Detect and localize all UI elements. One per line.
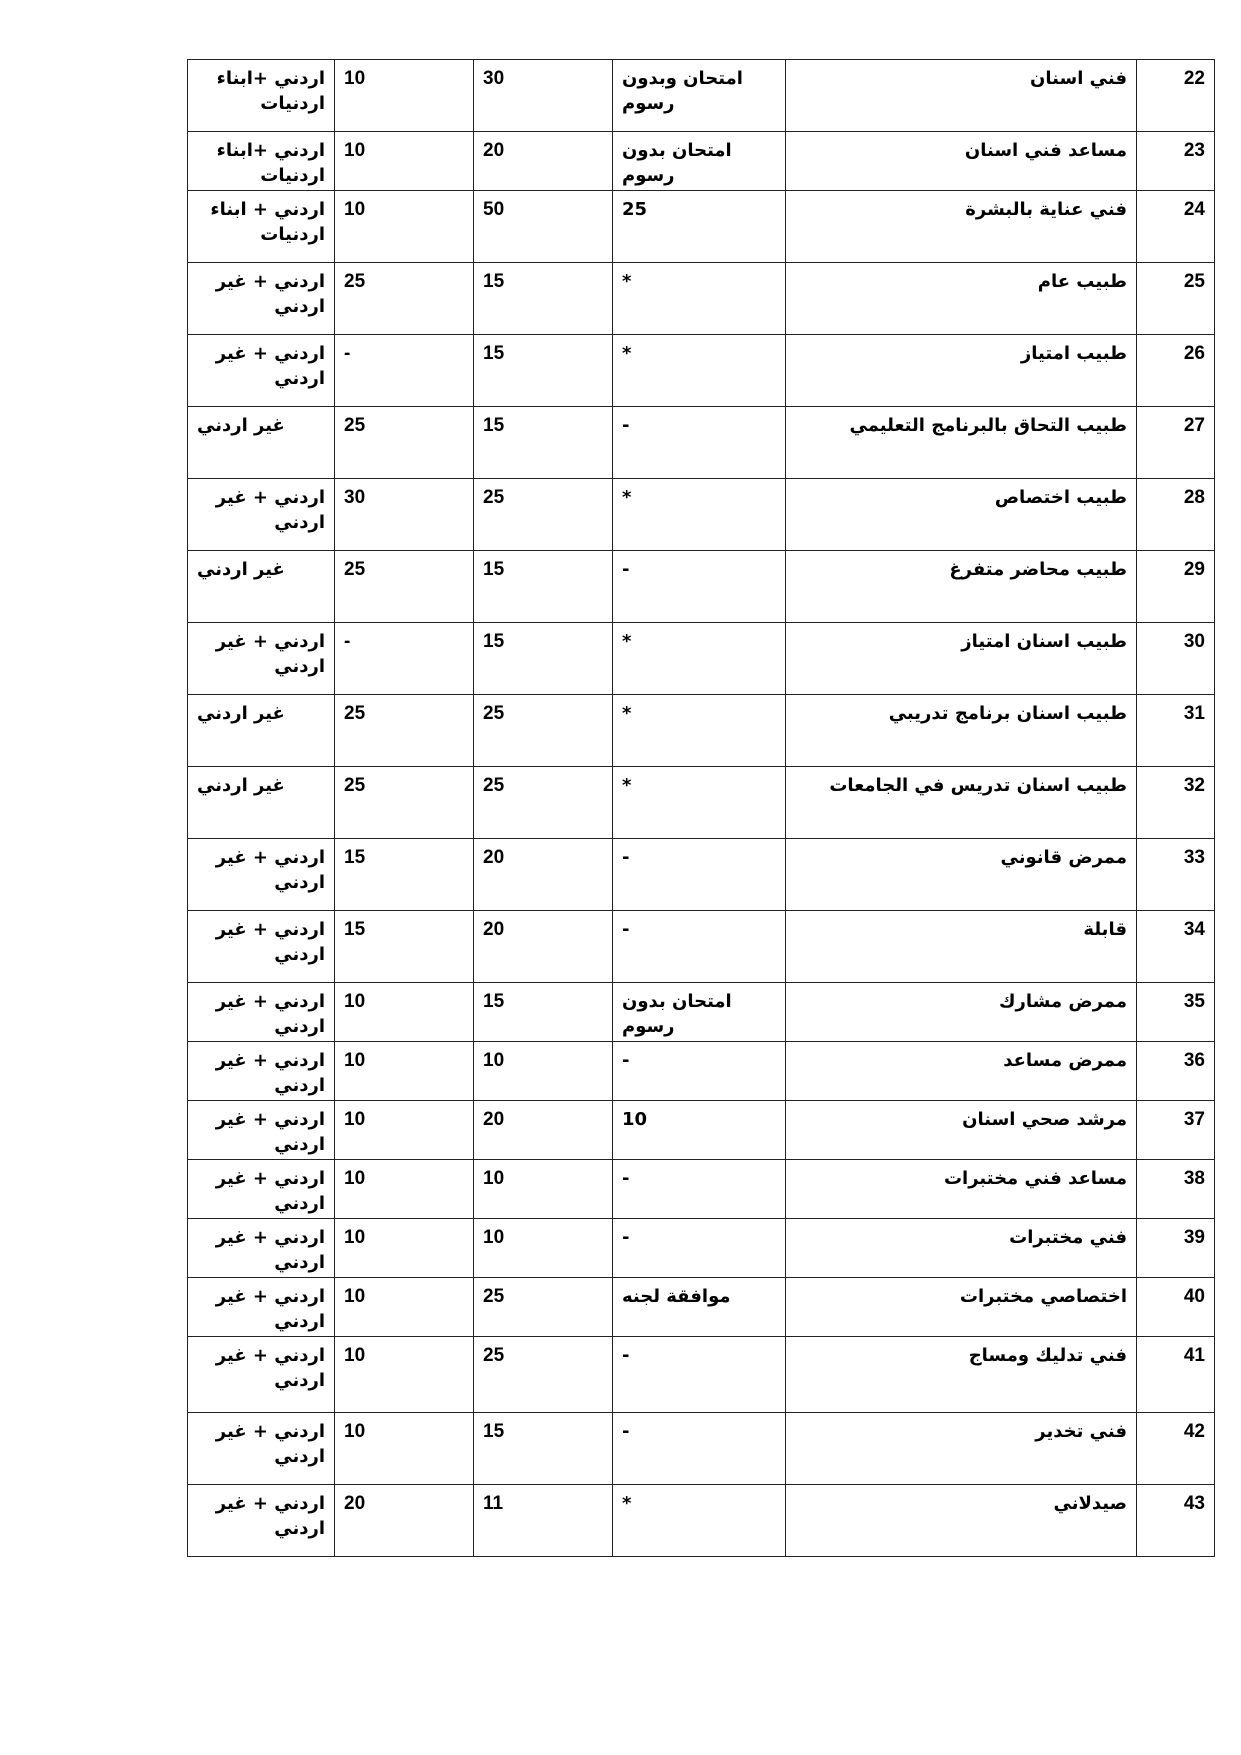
- profession-name-cell: [786, 263, 1137, 335]
- value-column-1-cell: [474, 1337, 613, 1413]
- value-column-1: 15: [483, 559, 505, 580]
- nationality-cell: [188, 767, 335, 839]
- nationality: اردني + غير اردني: [215, 991, 325, 1037]
- exam-requirement: موافقة لجنه: [622, 1286, 731, 1307]
- row-number-cell: [1137, 551, 1215, 623]
- nationality-cell: [188, 623, 335, 695]
- profession-name-cell: [786, 335, 1137, 407]
- row-number: 28: [1183, 487, 1205, 508]
- nationality: اردني + غير اردني: [215, 1050, 325, 1096]
- row-number-cell: [1137, 911, 1215, 983]
- profession-name: طبيب التحاق بالبرنامج التعليمي: [849, 415, 1127, 436]
- profession-name-cell: [786, 1278, 1137, 1337]
- nationality: اردني + غير اردني: [215, 487, 325, 533]
- table-row: [188, 335, 1215, 407]
- value-column-1: 11: [483, 1493, 504, 1514]
- nationality-cell: [188, 407, 335, 479]
- value-column-2-cell: [335, 1101, 474, 1160]
- exam-requirement-cell: [613, 191, 786, 263]
- nationality: اردني + غير اردني: [215, 1286, 325, 1332]
- row-number-cell: [1137, 767, 1215, 839]
- profession-name: صيدلاني: [1053, 1493, 1127, 1514]
- row-number: 38: [1183, 1168, 1205, 1189]
- exam-requirement: امتحان بدون رسوم: [622, 991, 732, 1037]
- value-column-2: -: [344, 631, 351, 652]
- nationality: اردني + غير اردني: [215, 919, 325, 965]
- exam-requirement-cell: [613, 407, 786, 479]
- table-row: [188, 191, 1215, 263]
- nationality: اردني +ابناء اردنيات: [216, 140, 325, 186]
- nationality: غير اردني: [197, 415, 285, 436]
- value-column-2: 10: [344, 1050, 366, 1071]
- profession-name: مساعد فني اسنان: [964, 140, 1127, 161]
- value-column-1-cell: [474, 132, 613, 191]
- exam-requirement: امتحان بدون رسوم: [622, 140, 732, 186]
- nationality: اردني + غير اردني: [215, 631, 325, 677]
- value-column-1-cell: [474, 335, 613, 407]
- value-column-1-cell: [474, 1160, 613, 1219]
- profession-name-cell: [786, 1485, 1137, 1557]
- nationality: اردني +ابناء اردنيات: [216, 68, 325, 114]
- exam-requirement: امتحان وبدون رسوم: [622, 68, 743, 114]
- value-column-2: 15: [344, 847, 366, 868]
- value-column-2-cell: [335, 911, 474, 983]
- value-column-1: 50: [483, 199, 505, 220]
- nationality: اردني + غير اردني: [215, 271, 325, 317]
- exam-requirement-cell: [613, 60, 786, 132]
- profession-name-cell: [786, 551, 1137, 623]
- row-number-cell: [1137, 623, 1215, 695]
- exam-requirement: *: [622, 703, 632, 724]
- value-column-2-cell: [335, 767, 474, 839]
- value-column-2: 10: [344, 140, 366, 161]
- exam-requirement: -: [622, 415, 630, 436]
- profession-name-cell: [786, 767, 1137, 839]
- nationality: اردني + غير اردني: [215, 1493, 325, 1539]
- value-column-2: 10: [344, 1286, 366, 1307]
- value-column-2-cell: [335, 479, 474, 551]
- table-row: [188, 60, 1215, 132]
- row-number: 22: [1183, 68, 1205, 89]
- profession-name: قابلة: [1083, 919, 1127, 940]
- value-column-1-cell: [474, 1101, 613, 1160]
- profession-name-cell: [786, 623, 1137, 695]
- exam-requirement: -: [622, 1168, 630, 1189]
- value-column-2: 10: [344, 1109, 366, 1130]
- nationality: غير اردني: [197, 775, 285, 796]
- table-row: [188, 839, 1215, 911]
- nationality-cell: [188, 132, 335, 191]
- value-column-1: 15: [483, 415, 505, 436]
- exam-requirement: 25: [622, 199, 648, 220]
- row-number-cell: [1137, 983, 1215, 1042]
- profession-name-cell: [786, 407, 1137, 479]
- value-column-1-cell: [474, 1278, 613, 1337]
- exam-requirement: -: [622, 919, 630, 940]
- value-column-2: 10: [344, 1345, 366, 1366]
- nationality: اردني + غير اردني: [215, 1345, 325, 1391]
- value-column-1: 20: [483, 919, 505, 940]
- row-number: 36: [1183, 1050, 1205, 1071]
- nationality-cell: [188, 1042, 335, 1101]
- table-row: [188, 479, 1215, 551]
- row-number: 31: [1183, 703, 1205, 724]
- row-number: 27: [1183, 415, 1205, 436]
- value-column-2: 30: [344, 487, 366, 508]
- nationality: اردني + غير اردني: [215, 847, 325, 893]
- exam-requirement-cell: [613, 1160, 786, 1219]
- profession-name: طبيب اسنان برنامج تدريبي: [888, 703, 1127, 724]
- value-column-2-cell: [335, 839, 474, 911]
- value-column-1-cell: [474, 839, 613, 911]
- table-row: [188, 1413, 1215, 1485]
- value-column-1-cell: [474, 911, 613, 983]
- value-column-1: 15: [483, 271, 505, 292]
- row-number: 32: [1183, 775, 1205, 796]
- table-row: [188, 1219, 1215, 1278]
- table-row: [188, 407, 1215, 479]
- row-number-cell: [1137, 335, 1215, 407]
- profession-name-cell: [786, 1337, 1137, 1413]
- exam-requirement-cell: [613, 479, 786, 551]
- table-row: [188, 623, 1215, 695]
- row-number: 35: [1183, 991, 1205, 1012]
- row-number: 34: [1183, 919, 1205, 940]
- value-column-2-cell: [335, 1413, 474, 1485]
- value-column-1: 10: [483, 1227, 505, 1248]
- value-column-2-cell: [335, 1160, 474, 1219]
- value-column-2: 10: [344, 199, 366, 220]
- nationality-cell: [188, 479, 335, 551]
- nationality-cell: [188, 839, 335, 911]
- row-number-cell: [1137, 1278, 1215, 1337]
- value-column-2: 10: [344, 1168, 366, 1189]
- nationality-cell: [188, 1278, 335, 1337]
- profession-name-cell: [786, 695, 1137, 767]
- profession-name-cell: [786, 1101, 1137, 1160]
- exam-requirement-cell: [613, 695, 786, 767]
- row-number: 43: [1183, 1493, 1205, 1514]
- row-number-cell: [1137, 839, 1215, 911]
- nationality: اردني + غير اردني: [215, 1227, 325, 1273]
- value-column-2-cell: [335, 695, 474, 767]
- table-row: [188, 1485, 1215, 1557]
- value-column-1-cell: [474, 767, 613, 839]
- exam-requirement-cell: [613, 983, 786, 1042]
- exam-requirement-cell: [613, 1413, 786, 1485]
- row-number-cell: [1137, 263, 1215, 335]
- exam-requirement: *: [622, 631, 632, 652]
- profession-name-cell: [786, 479, 1137, 551]
- value-column-2-cell: [335, 335, 474, 407]
- row-number-cell: [1137, 1160, 1215, 1219]
- exam-requirement: -: [622, 847, 630, 868]
- profession-name-cell: [786, 911, 1137, 983]
- profession-name: اختصاصي مختبرات: [959, 1286, 1127, 1307]
- profession-name: طبيب اسنان امتياز: [961, 631, 1127, 652]
- nationality-cell: [188, 1413, 335, 1485]
- profession-name: فني تخدير: [1035, 1421, 1127, 1442]
- value-column-2-cell: [335, 191, 474, 263]
- exam-requirement: -: [622, 1227, 630, 1248]
- table-row: [188, 132, 1215, 191]
- value-column-1-cell: [474, 1042, 613, 1101]
- exam-requirement-cell: [613, 1278, 786, 1337]
- profession-name: فني عناية بالبشرة: [965, 199, 1127, 220]
- value-column-1: 10: [483, 1168, 505, 1189]
- value-column-1: 25: [483, 775, 505, 796]
- row-number: 40: [1183, 1286, 1205, 1307]
- table-row: [188, 767, 1215, 839]
- value-column-2-cell: [335, 1042, 474, 1101]
- value-column-1-cell: [474, 1413, 613, 1485]
- exam-requirement-cell: [613, 911, 786, 983]
- value-column-2: 10: [344, 68, 366, 89]
- row-number-cell: [1137, 695, 1215, 767]
- profession-name-cell: [786, 60, 1137, 132]
- nationality-cell: [188, 1219, 335, 1278]
- row-number-cell: [1137, 1219, 1215, 1278]
- value-column-2-cell: [335, 1278, 474, 1337]
- value-column-2-cell: [335, 1337, 474, 1413]
- profession-name: طبيب اختصاص: [994, 487, 1127, 508]
- value-column-2-cell: [335, 407, 474, 479]
- exam-requirement: 10: [622, 1109, 648, 1130]
- row-number: 42: [1183, 1421, 1205, 1442]
- table-row: [188, 551, 1215, 623]
- nationality-cell: [188, 191, 335, 263]
- row-number-cell: [1137, 60, 1215, 132]
- nationality-cell: [188, 1337, 335, 1413]
- value-column-1: 15: [483, 343, 505, 364]
- profession-name: فني مختبرات: [1009, 1227, 1127, 1248]
- row-number-cell: [1137, 407, 1215, 479]
- exam-requirement-cell: [613, 551, 786, 623]
- value-column-1-cell: [474, 1219, 613, 1278]
- value-column-2-cell: [335, 551, 474, 623]
- row-number: 33: [1183, 847, 1205, 868]
- exam-requirement: -: [622, 1050, 630, 1071]
- value-column-1-cell: [474, 191, 613, 263]
- row-number-cell: [1137, 1101, 1215, 1160]
- value-column-1-cell: [474, 263, 613, 335]
- nationality-cell: [188, 1485, 335, 1557]
- profession-name: فني اسنان: [1030, 68, 1127, 89]
- nationality-cell: [188, 911, 335, 983]
- row-number-cell: [1137, 1042, 1215, 1101]
- value-column-2: 25: [344, 559, 366, 580]
- row-number-cell: [1137, 191, 1215, 263]
- value-column-1-cell: [474, 551, 613, 623]
- profession-name: مرشد صحي اسنان: [962, 1109, 1127, 1130]
- value-column-1: 15: [483, 1421, 505, 1442]
- table-row: [188, 1101, 1215, 1160]
- table-row: [188, 911, 1215, 983]
- nationality: اردني + غير اردني: [215, 343, 325, 389]
- exam-requirement-cell: [613, 1485, 786, 1557]
- profession-name: ممرض قانوني: [1000, 847, 1127, 868]
- exam-requirement: -: [622, 559, 630, 580]
- profession-name-cell: [786, 132, 1137, 191]
- profession-name: طبيب عام: [1037, 271, 1127, 292]
- value-column-2-cell: [335, 983, 474, 1042]
- nationality: غير اردني: [197, 703, 285, 724]
- value-column-1: 30: [483, 68, 505, 89]
- value-column-2: 25: [344, 415, 366, 436]
- exam-requirement-cell: [613, 1219, 786, 1278]
- nationality-cell: [188, 263, 335, 335]
- value-column-1-cell: [474, 1485, 613, 1557]
- value-column-2-cell: [335, 263, 474, 335]
- value-column-2: 20: [344, 1493, 366, 1514]
- profession-name: ممرض مساعد: [1003, 1050, 1127, 1071]
- exam-requirement-cell: [613, 1042, 786, 1101]
- value-column-2-cell: [335, 623, 474, 695]
- profession-name: طبيب اسنان تدريس في الجامعات: [829, 775, 1127, 796]
- exam-requirement: *: [622, 775, 632, 796]
- value-column-1-cell: [474, 623, 613, 695]
- table-row: [188, 695, 1215, 767]
- value-column-1-cell: [474, 407, 613, 479]
- row-number: 39: [1183, 1227, 1205, 1248]
- value-column-1-cell: [474, 60, 613, 132]
- row-number-cell: [1137, 1485, 1215, 1557]
- exam-requirement: *: [622, 271, 632, 292]
- value-column-1: 25: [483, 1345, 505, 1366]
- value-column-2: 25: [344, 271, 366, 292]
- professions-table: [187, 59, 1215, 1557]
- value-column-1: 25: [483, 1286, 505, 1307]
- nationality-cell: [188, 60, 335, 132]
- row-number-cell: [1137, 479, 1215, 551]
- value-column-2: 10: [344, 991, 366, 1012]
- nationality-cell: [188, 551, 335, 623]
- table-row: [188, 983, 1215, 1042]
- table-row: [188, 263, 1215, 335]
- table-row: [188, 1042, 1215, 1101]
- exam-requirement-cell: [613, 263, 786, 335]
- profession-name-cell: [786, 1219, 1137, 1278]
- value-column-1: 15: [483, 991, 505, 1012]
- row-number: 26: [1183, 343, 1205, 364]
- nationality: اردني + غير اردني: [215, 1109, 325, 1155]
- profession-name: ممرض مشارك: [999, 991, 1127, 1012]
- exam-requirement-cell: [613, 839, 786, 911]
- table-row: [188, 1337, 1215, 1413]
- value-column-1-cell: [474, 479, 613, 551]
- row-number-cell: [1137, 1337, 1215, 1413]
- exam-requirement: -: [622, 1421, 630, 1442]
- value-column-2-cell: [335, 60, 474, 132]
- exam-requirement-cell: [613, 623, 786, 695]
- row-number: 41: [1183, 1345, 1205, 1366]
- table-row: [188, 1160, 1215, 1219]
- value-column-1: 25: [483, 703, 505, 724]
- nationality-cell: [188, 335, 335, 407]
- table-body: [188, 60, 1215, 1557]
- profession-name-cell: [786, 1413, 1137, 1485]
- nationality: اردني + ابناء اردنيات: [210, 199, 325, 245]
- nationality: اردني + غير اردني: [215, 1168, 325, 1214]
- value-column-2-cell: [335, 1219, 474, 1278]
- value-column-1: 15: [483, 631, 505, 652]
- exam-requirement-cell: [613, 1337, 786, 1413]
- value-column-1: 10: [483, 1050, 505, 1071]
- exam-requirement: *: [622, 1493, 632, 1514]
- value-column-2: -: [344, 343, 351, 364]
- nationality-cell: [188, 1160, 335, 1219]
- value-column-1: 25: [483, 487, 505, 508]
- exam-requirement: *: [622, 487, 632, 508]
- nationality-cell: [188, 1101, 335, 1160]
- value-column-2: 15: [344, 919, 366, 940]
- profession-name: طبيب امتياز: [1020, 343, 1127, 364]
- exam-requirement-cell: [613, 335, 786, 407]
- row-number: 23: [1183, 140, 1205, 161]
- exam-requirement: -: [622, 1345, 630, 1366]
- profession-name: طبيب محاضر متفرغ: [949, 559, 1127, 580]
- table-row: [188, 1278, 1215, 1337]
- value-column-1-cell: [474, 983, 613, 1042]
- nationality-cell: [188, 983, 335, 1042]
- value-column-1: 20: [483, 1109, 505, 1130]
- row-number-cell: [1137, 132, 1215, 191]
- row-number: 25: [1183, 271, 1205, 292]
- exam-requirement-cell: [613, 767, 786, 839]
- value-column-2: 10: [344, 1227, 366, 1248]
- value-column-2: 25: [344, 775, 366, 796]
- value-column-2-cell: [335, 132, 474, 191]
- profession-name: فني تدليك ومساج: [968, 1345, 1127, 1366]
- value-column-2-cell: [335, 1485, 474, 1557]
- exam-requirement-cell: [613, 132, 786, 191]
- row-number-cell: [1137, 1413, 1215, 1485]
- profession-name-cell: [786, 1160, 1137, 1219]
- row-number: 24: [1183, 199, 1205, 220]
- exam-requirement: *: [622, 343, 632, 364]
- row-number: 30: [1183, 631, 1205, 652]
- nationality: اردني + غير اردني: [215, 1421, 325, 1467]
- row-number: 37: [1183, 1109, 1205, 1130]
- profession-name-cell: [786, 191, 1137, 263]
- nationality-cell: [188, 695, 335, 767]
- value-column-1-cell: [474, 695, 613, 767]
- row-number: 29: [1183, 559, 1205, 580]
- profession-name-cell: [786, 983, 1137, 1042]
- value-column-2: 25: [344, 703, 366, 724]
- profession-name-cell: [786, 1042, 1137, 1101]
- profession-name-cell: [786, 839, 1137, 911]
- value-column-2: 10: [344, 1421, 366, 1442]
- value-column-1: 20: [483, 140, 505, 161]
- value-column-1: 20: [483, 847, 505, 868]
- exam-requirement-cell: [613, 1101, 786, 1160]
- nationality: غير اردني: [197, 559, 285, 580]
- profession-name: مساعد فني مختبرات: [943, 1168, 1127, 1189]
